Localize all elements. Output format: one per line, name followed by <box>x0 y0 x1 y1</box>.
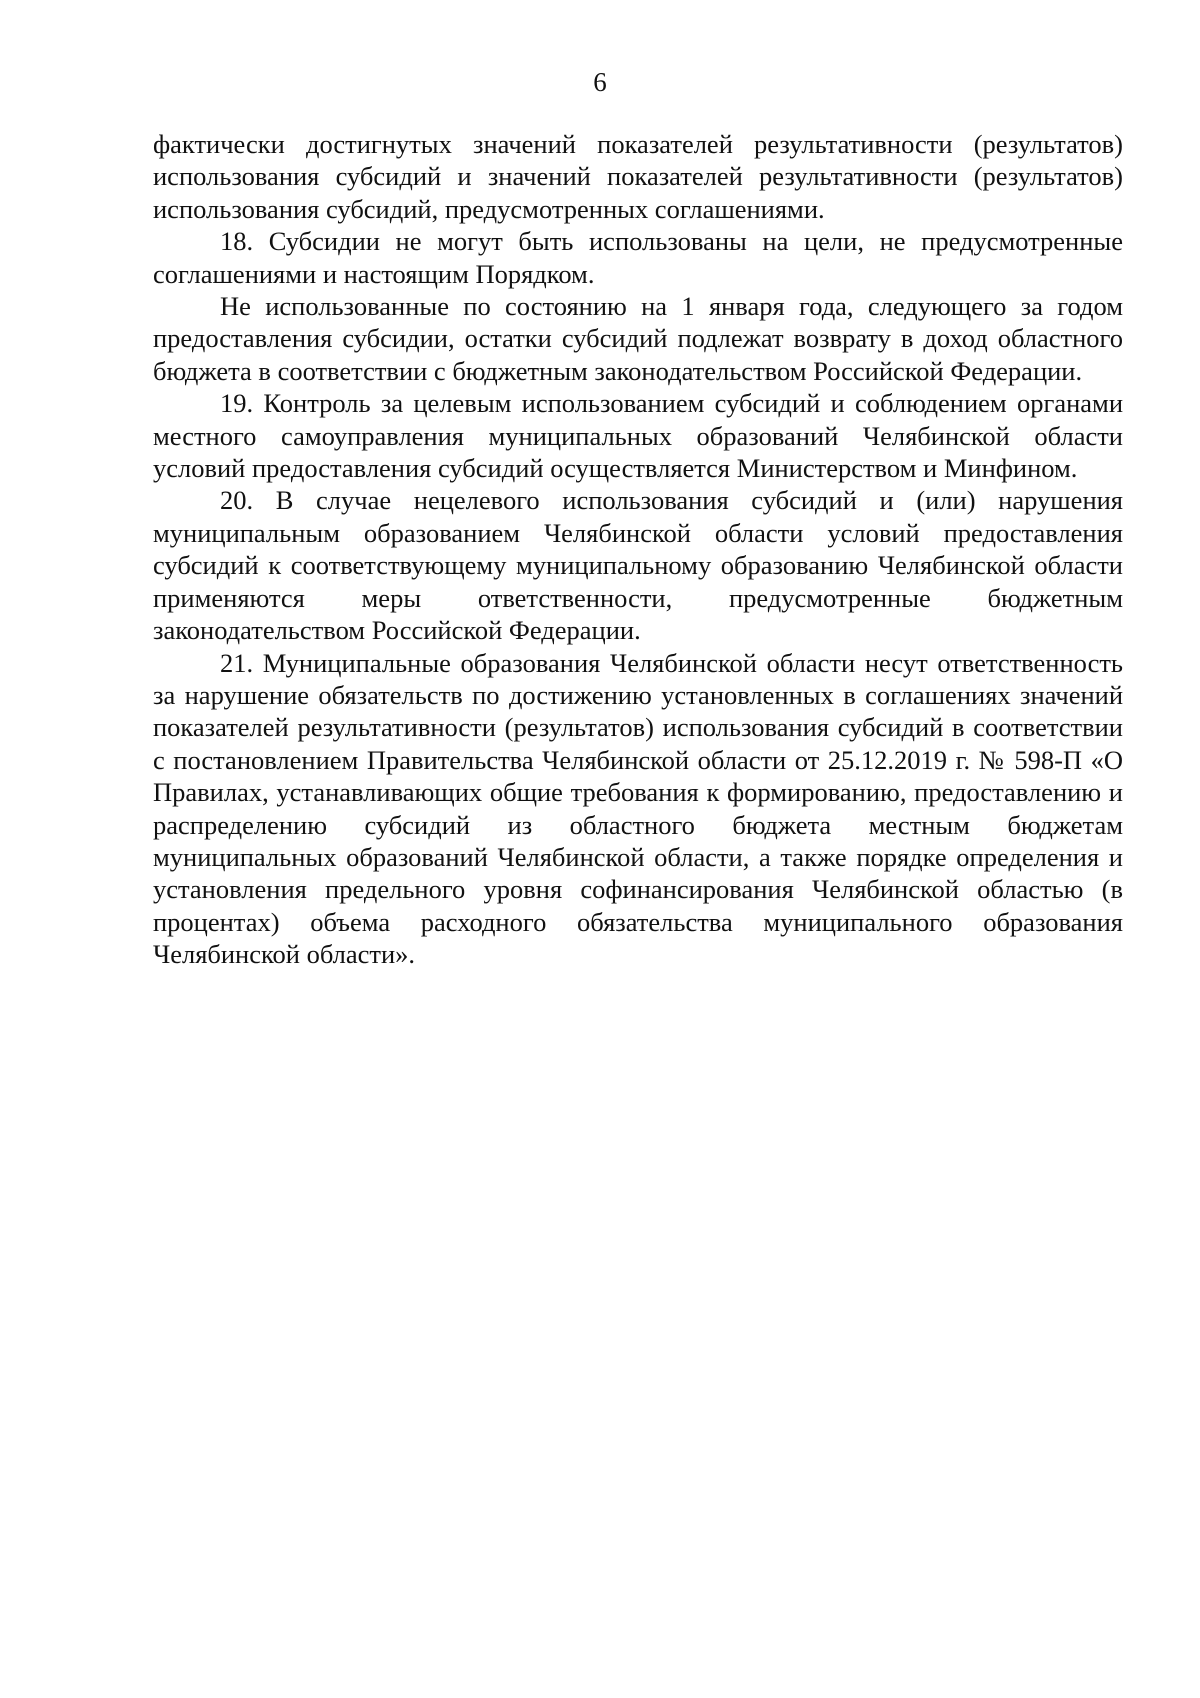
page-number: 6 <box>593 67 607 97</box>
paragraph-clause-20: 20. В случае нецелевого использования субсидий и (или) нарушения муниципальным образованием Челябинской области условий предоставления субсидий к соответствующему муниципальному образованию Челябинской области применяются меры ответственности, предусмотренные бюджетным законодательством Российской Федерации. <box>153 485 1123 646</box>
paragraph-clause-19: 19. Контроль за целевым использованием субсидий и соблюдением органами местного самоуправления муниципальных образований Челябинской области условий предоставления субсидий осуществляется Министерством и Минфином. <box>153 388 1123 484</box>
paragraph-clause-21: 21. Муниципальные образования Челябинской области несут ответственность за нарушение обязательств по достижению установленных в соглашениях значений показателей результативности (результатов) использования субсидий в соответствии с постановлением Правительства Челябинской области от 25.12.2019 г. № 598-П «О Правилах, устанавливающих общие требования к формированию, предоставлению и распределению субсидий из областного бюджета местным бюджетам муниципальных образований Челябинской области, а также порядке определения и установления предельного уровня софинансирования Челябинской областью (в процентах) объема расходного обязательства муниципального образования Челябинской области». <box>153 647 1123 970</box>
paragraph-clause-18: 18. Субсидии не могут быть использованы на цели, не предусмотренные соглашениями и настоящим Порядком. <box>153 226 1123 289</box>
paragraph-continuation: фактически достигнутых значений показателей результативности (результатов) использования субсидий и значений показателей результативности (результатов) использования субсидий, предусмотренных соглашениями. <box>153 129 1123 224</box>
paragraph-unused-balances: Не использованные по состоянию на 1 января года, следующего за годом предоставления субсидии, остатки субсидий подлежат возврату в доход областного бюджета в соответствии с бюджетным законодательством Российской Федерации. <box>153 291 1123 386</box>
document-body <box>153 128 1123 971</box>
